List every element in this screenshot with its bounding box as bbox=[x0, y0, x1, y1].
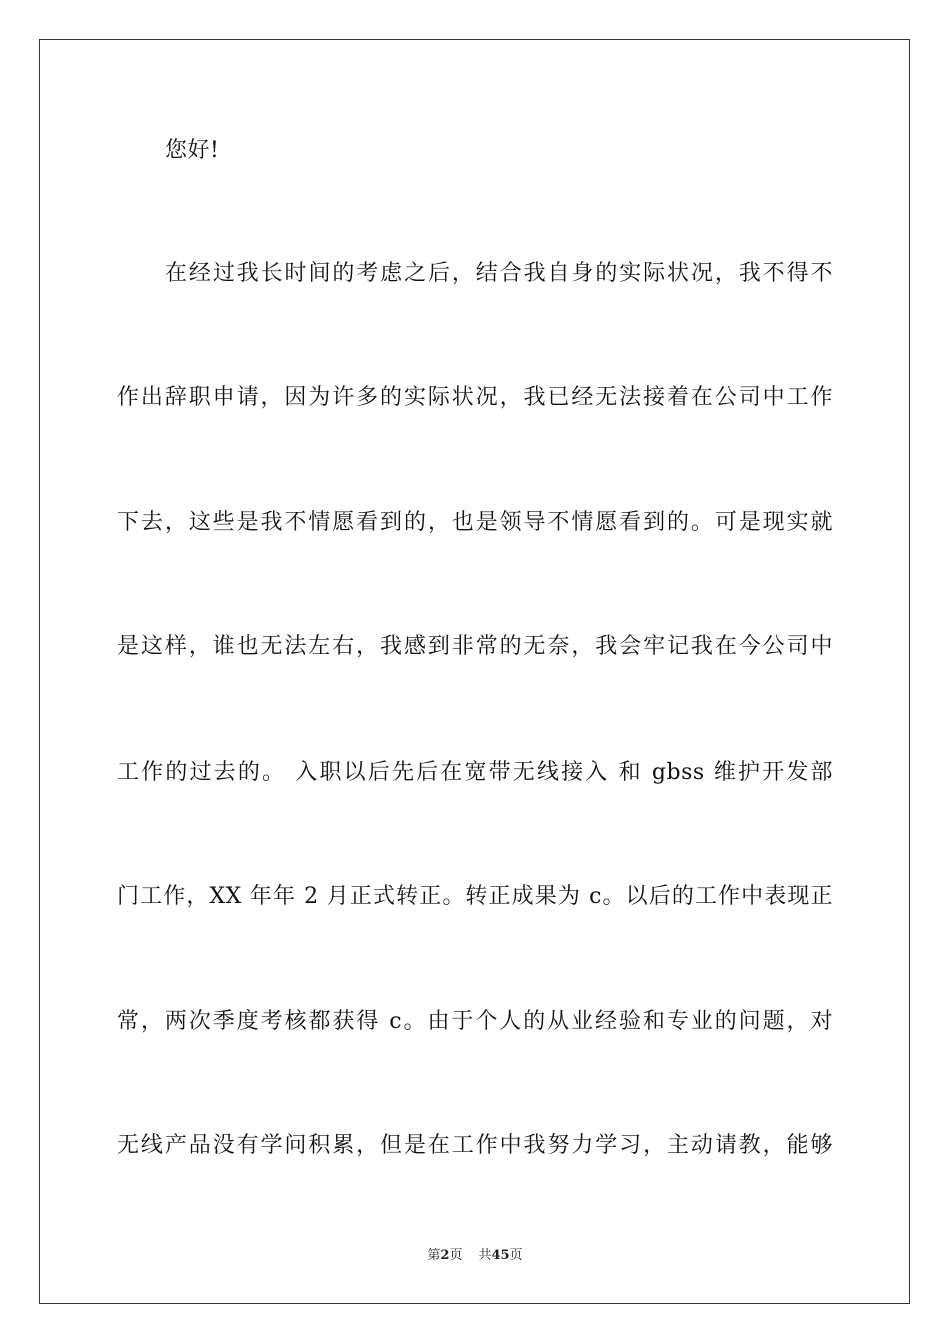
body-line-6: 门工作，XX 年年 2 月正式转正。转正成果为 c。以后的工作中表现正 bbox=[117, 884, 833, 909]
page-unit: 页 bbox=[449, 1248, 463, 1263]
body-line-3: 下去，这些是我不情愿看到的，也是领导不情愿看到的。可是现实就 bbox=[117, 510, 833, 535]
page-footer bbox=[0, 1247, 950, 1265]
body-line-2: 作出辞职申请，因为许多的实际状况，我已经无法接着在公司中工作 bbox=[117, 385, 833, 410]
page-total: 45 bbox=[491, 1248, 510, 1263]
body-line-1: 在经过我长时间的考虑之后，结合我自身的实际状况，我不得不 bbox=[165, 261, 833, 286]
page-border bbox=[39, 39, 910, 1304]
greeting-line: 您好! bbox=[165, 138, 220, 163]
body-line-8: 无线产品没有学问积累，但是在工作中我努力学习，主动请教，能够 bbox=[117, 1133, 833, 1158]
body-line-5: 工作的过去的。 入职以后先后在宽带无线接入 和 gbss 维护开发部 bbox=[117, 760, 833, 785]
page-prefix: 第 bbox=[427, 1248, 441, 1263]
body-line-4: 是这样，谁也无法左右，我感到非常的无奈，我会牢记我在今公司中 bbox=[117, 634, 833, 659]
body-line-7: 常，两次季度考核都获得 c。由于个人的从业经验和专业的问题，对 bbox=[117, 1009, 833, 1034]
total-prefix: 共 bbox=[478, 1248, 492, 1263]
page-current: 2 bbox=[440, 1248, 450, 1263]
total-unit: 页 bbox=[509, 1248, 523, 1263]
